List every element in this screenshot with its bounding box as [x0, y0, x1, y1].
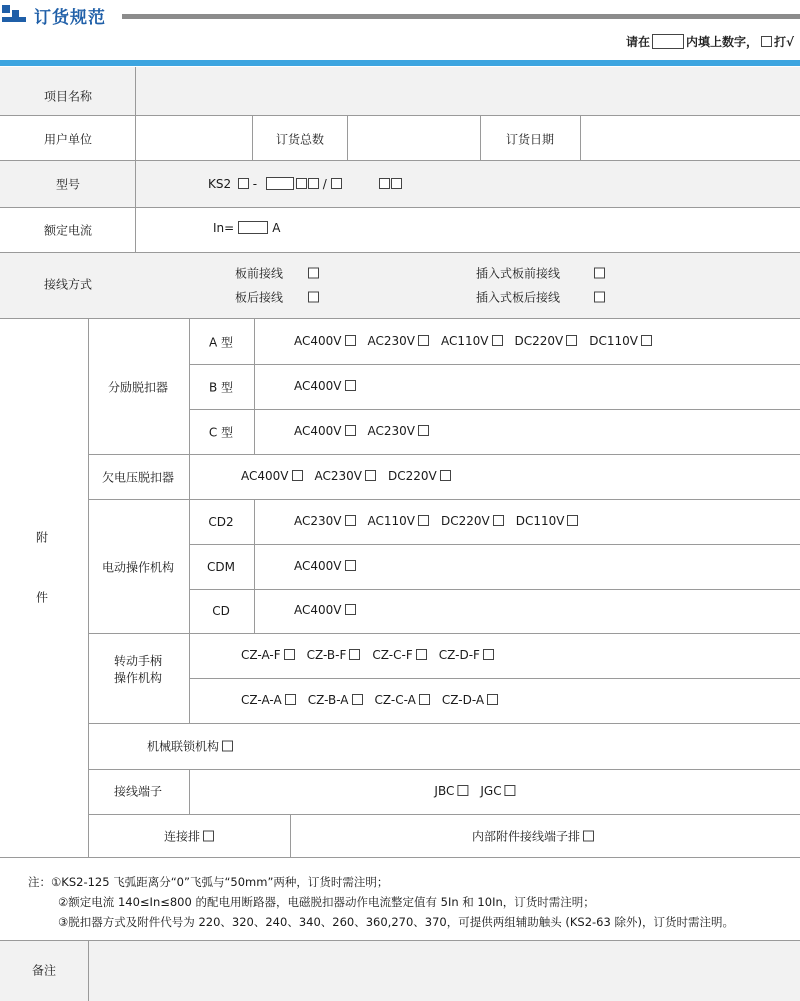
hint-mid: 内填上数字，	[685, 35, 758, 49]
shunt-a-options	[294, 334, 664, 348]
in-unit: A	[272, 221, 281, 235]
number-box-icon	[652, 34, 684, 49]
option-ac230v[interactable]: AC230V	[294, 514, 356, 528]
model-prefix: KS2	[208, 177, 232, 191]
order-date-label: 订货日期	[505, 132, 555, 147]
checkbox-icon	[583, 831, 594, 842]
motor-type-cd2: CD2	[208, 515, 234, 529]
checkbox-icon	[594, 268, 605, 279]
checkbox-icon	[203, 831, 214, 842]
hint-suffix: 打√	[773, 35, 794, 49]
option-ac230v[interactable]: AC230V	[368, 334, 430, 348]
rated-current-input	[213, 221, 280, 235]
motor-type-cdm: CDM	[207, 560, 235, 574]
terminal-label: 接线端子	[113, 784, 163, 799]
wiring-option-plugin-rear[interactable]: 插入式板后接线	[476, 289, 605, 306]
model-code	[208, 177, 402, 191]
rotary-row2-options	[241, 693, 510, 707]
checkbox-icon	[222, 741, 233, 752]
project-name-label: 项目名称	[43, 89, 93, 104]
model-box-2[interactable]	[296, 178, 307, 189]
shunt-type-c: C 型	[208, 425, 234, 440]
page-title: 订货规范	[34, 8, 106, 28]
option-jgc[interactable]: JGC	[480, 784, 515, 798]
model-box-current[interactable]	[266, 177, 294, 190]
rotary-handle-label: 转动手柄 操作机构	[113, 654, 163, 685]
option-ac400v[interactable]: AC400V	[294, 379, 356, 393]
option-cz-b-f[interactable]: CZ-B-F	[307, 648, 361, 662]
mechanical-interlock-option[interactable]: 机械联锁机构	[147, 738, 233, 755]
rotary-row1-options	[241, 648, 506, 662]
undervoltage-label: 欠电压脱扣器	[101, 470, 175, 485]
accessories-label-top: 附	[35, 530, 49, 545]
model-box-1[interactable]	[238, 178, 249, 189]
option-ac400v[interactable]: AC400V	[294, 603, 356, 617]
in-prefix: In=	[213, 221, 235, 235]
notes-prefix: 注：	[28, 875, 51, 889]
header-divider	[122, 14, 800, 19]
note-item: ②额定电流 140≤In≤800 的配电用断路器，电磁脱扣器动作电流整定值有 5In 和 10In，订货时需注明；	[58, 895, 595, 909]
option-dc110v[interactable]: DC110V	[516, 514, 579, 528]
model-slash: /	[322, 177, 327, 191]
option-cz-c-a[interactable]: CZ-C-A	[375, 693, 430, 707]
option-ac400v[interactable]: AC400V	[294, 334, 356, 348]
internal-terminal-option[interactable]: 内部附件接线端子排	[472, 828, 594, 845]
motor-cd-options	[294, 603, 368, 617]
notes	[28, 872, 734, 932]
row-project-bg	[0, 67, 800, 115]
option-cz-a-f[interactable]: CZ-A-F	[241, 648, 295, 662]
option-cz-c-f[interactable]: CZ-C-F	[372, 648, 426, 662]
model-dash: -	[252, 177, 258, 191]
shunt-release-label: 分励脱扣器	[107, 380, 169, 395]
checkbox-icon	[308, 268, 319, 279]
table-top-bar	[0, 60, 800, 66]
user-unit-label: 用户单位	[43, 132, 93, 147]
option-cz-a-a[interactable]: CZ-A-A	[241, 693, 296, 707]
model-box-4[interactable]	[331, 178, 342, 189]
wiring-option-plugin-front[interactable]: 插入式板前接线	[476, 265, 605, 282]
option-jbc[interactable]: JBC	[434, 784, 468, 798]
remarks-label: 备注	[31, 963, 57, 978]
note-item: ①KS2-125 飞弧距离分“0”飞弧与“50mm”两种，订货时需注明；	[51, 875, 389, 889]
wiring-option-front[interactable]: 板前接线	[235, 265, 319, 282]
accessories-label-bottom: 件	[35, 590, 49, 605]
option-ac400v[interactable]: AC400V	[294, 424, 356, 438]
brand-logo-icon	[2, 3, 32, 29]
option-cz-d-f[interactable]: CZ-D-F	[439, 648, 494, 662]
option-dc220v[interactable]: DC220V	[515, 334, 578, 348]
motor-cdm-options	[294, 559, 368, 573]
option-dc220v[interactable]: DC220V	[388, 469, 451, 483]
motor-mechanism-label: 电动操作机构	[101, 560, 175, 575]
remarks-field[interactable]	[89, 941, 800, 1001]
option-ac230v[interactable]: AC230V	[368, 424, 430, 438]
model-label: 型号	[55, 177, 81, 192]
hint-prefix: 请在	[625, 35, 650, 49]
shunt-type-a: A 型	[208, 335, 234, 350]
option-ac110v[interactable]: AC110V	[441, 334, 503, 348]
busbar-option[interactable]: 连接排	[164, 828, 214, 845]
terminal-options	[434, 784, 515, 798]
option-cz-b-a[interactable]: CZ-B-A	[308, 693, 363, 707]
shunt-type-b: B 型	[208, 380, 234, 395]
wiring-option-rear[interactable]: 板后接线	[235, 289, 319, 306]
rated-current-label: 额定电流	[43, 223, 93, 238]
section-header	[0, 0, 800, 49]
model-box-3[interactable]	[308, 178, 319, 189]
wiring-label: 接线方式	[43, 277, 93, 292]
fill-instruction	[626, 33, 794, 50]
checkbox-icon	[308, 292, 319, 303]
checkbox-icon	[594, 292, 605, 303]
undervoltage-options	[241, 469, 463, 483]
order-total-label: 订货总数	[275, 132, 325, 147]
in-value-box[interactable]	[238, 221, 268, 234]
option-dc110v[interactable]: DC110V	[589, 334, 652, 348]
model-box-5[interactable]	[379, 178, 390, 189]
model-box-6[interactable]	[391, 178, 402, 189]
motor-type-cd: CD	[212, 604, 230, 618]
shunt-c-options	[294, 424, 441, 438]
option-cz-d-a[interactable]: CZ-D-A	[442, 693, 498, 707]
option-ac400v[interactable]: AC400V	[294, 559, 356, 573]
option-ac400v[interactable]: AC400V	[241, 469, 303, 483]
row-wiring-bg	[0, 252, 800, 318]
motor-cd2-options	[294, 514, 590, 528]
option-ac110v[interactable]: AC110V	[368, 514, 430, 528]
checkbox-icon	[761, 36, 772, 47]
shunt-b-options	[294, 379, 368, 393]
option-ac230v[interactable]: AC230V	[315, 469, 377, 483]
note-item: ③脱扣器方式及附件代号为 220、320、240、340、260、360,270、370，可提供两组辅助触头 (KS2-63 除外)，订货时需注明。	[58, 915, 734, 929]
option-dc220v[interactable]: DC220V	[441, 514, 504, 528]
